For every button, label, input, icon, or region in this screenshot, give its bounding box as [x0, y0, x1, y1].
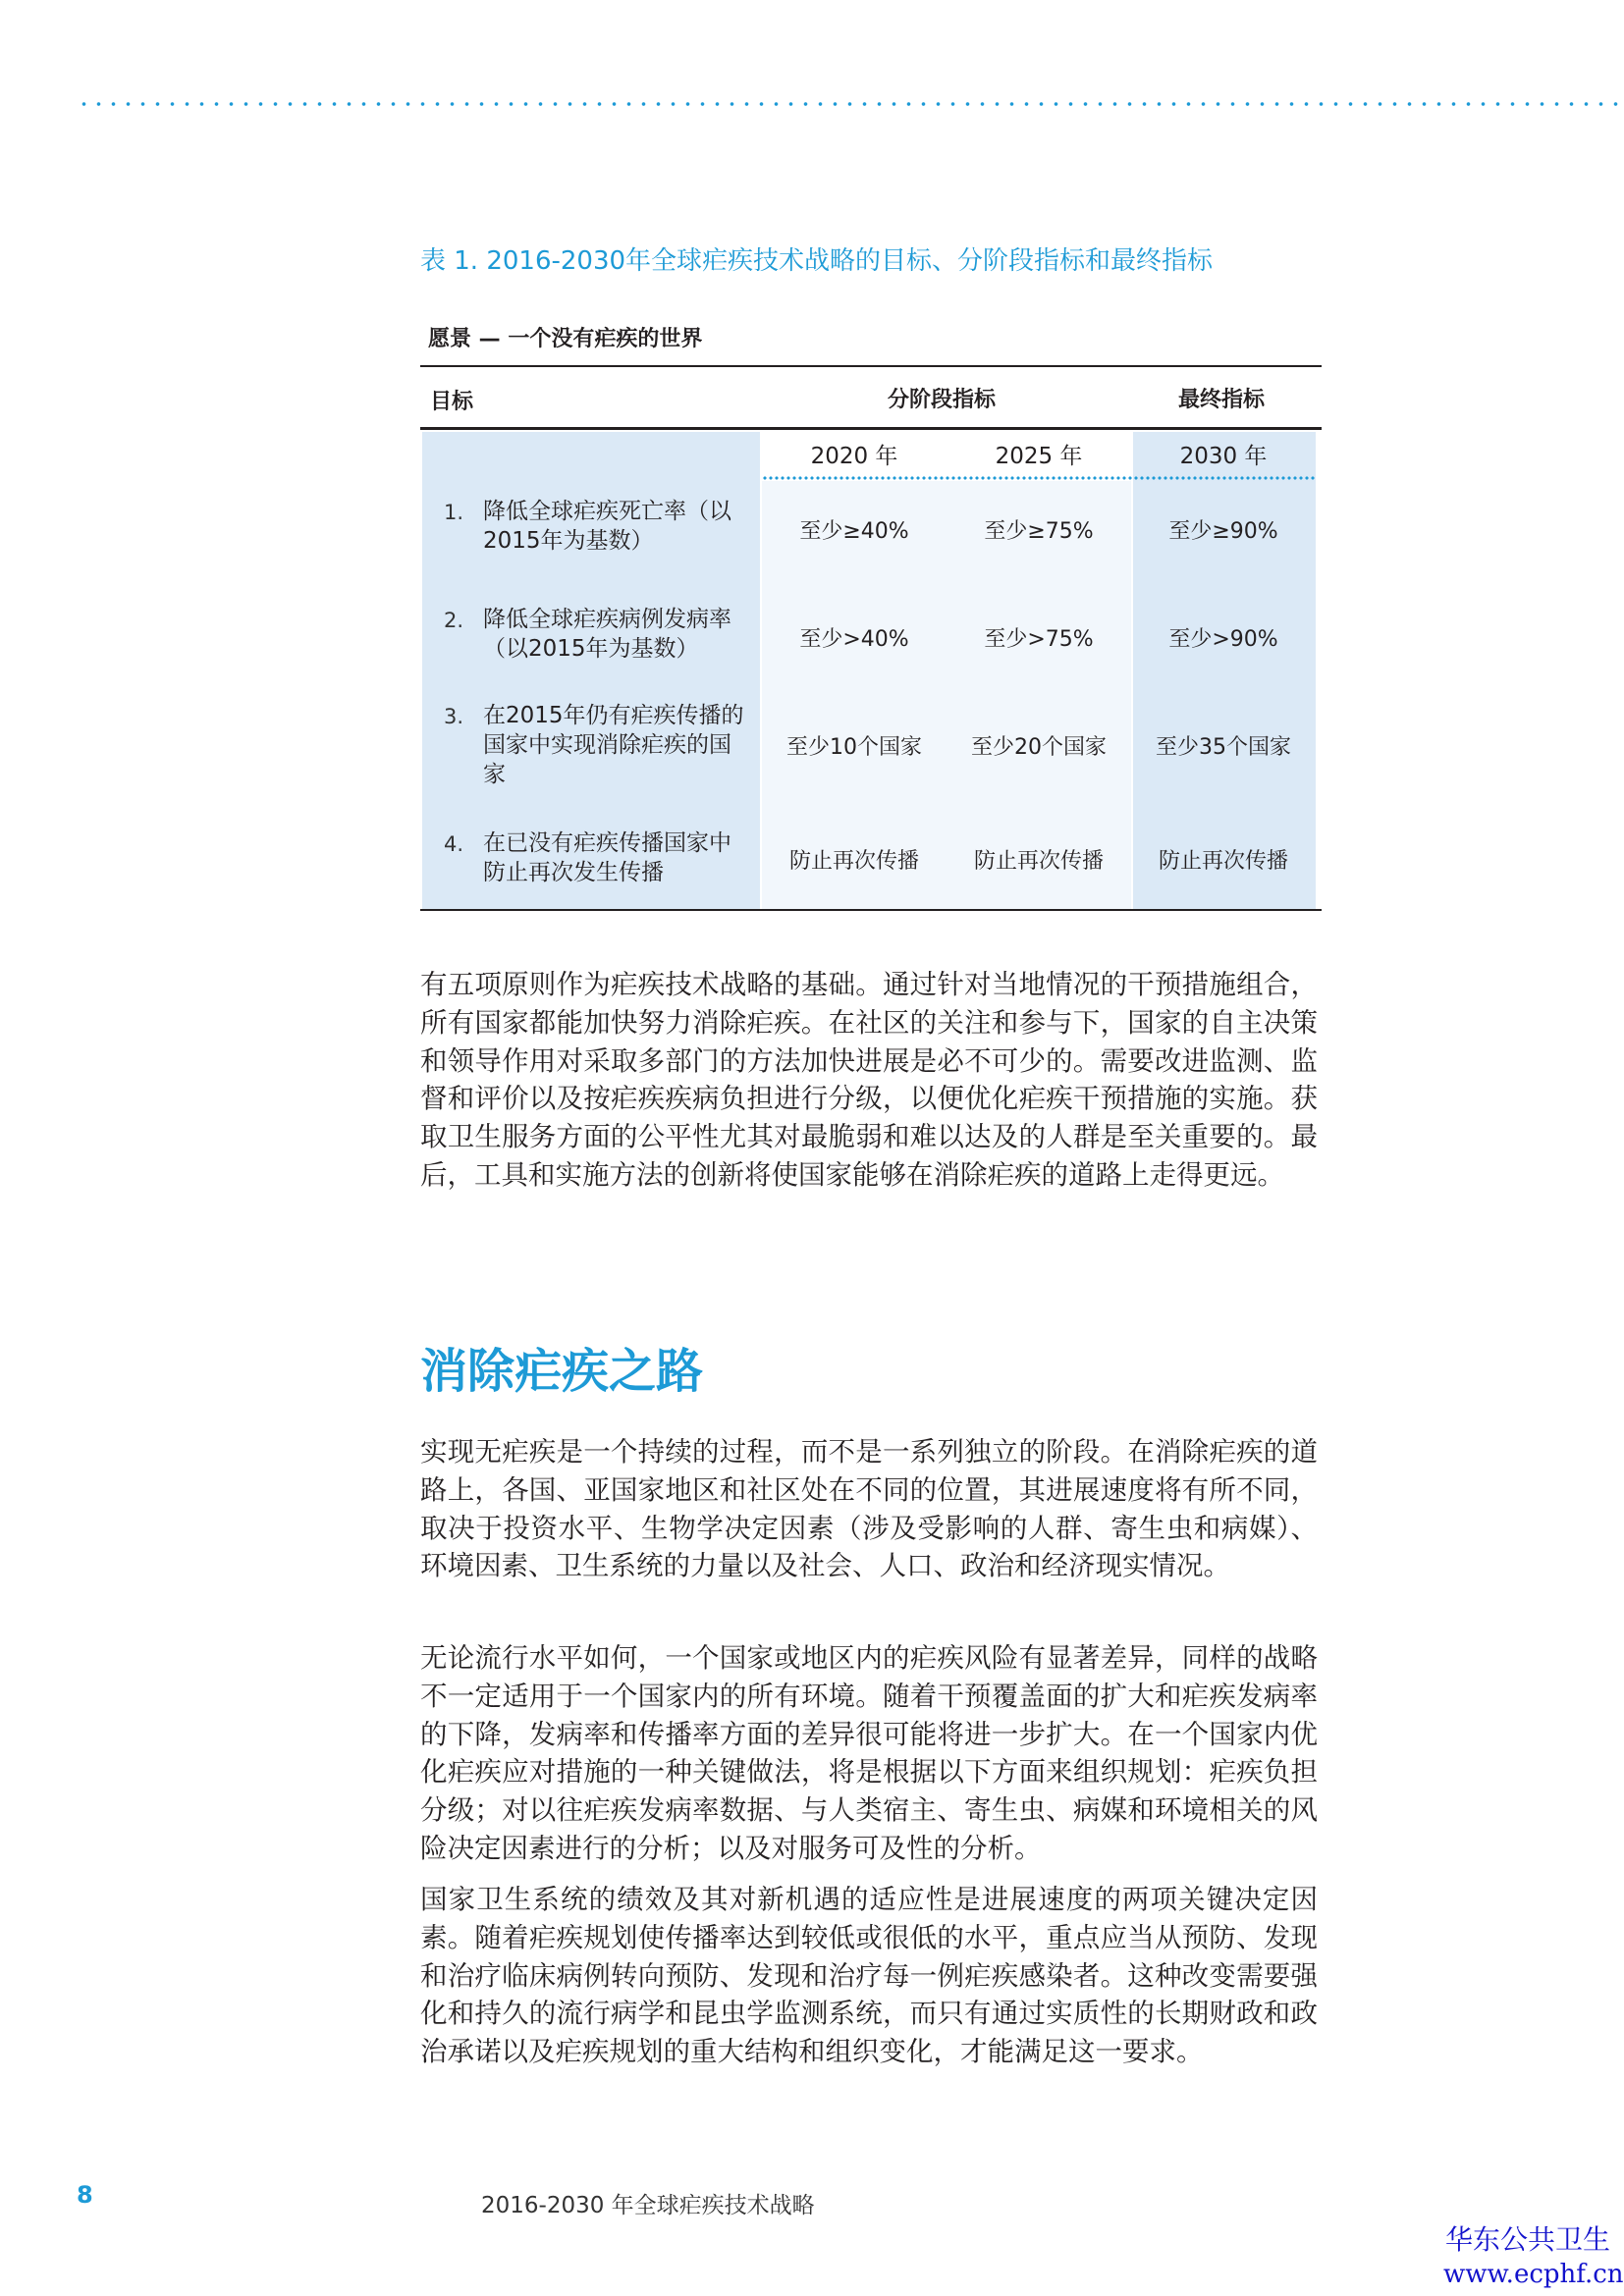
watermark-name: 华东公共卫生 — [1445, 2223, 1611, 2256]
body-paragraph: 实现无疟疾是一个持续的过程，而不是一系列独立的阶段。在消除疟疾的道路上，各国、亚国家地区和社区处在不同的位置，其进展速度将有所不同，取决于投资水平、生物学决定因素（涉及受影响的人群、寄生虫和病媒）、环境因素、卫生系统的力量以及社会、人口、政治和经济现实情况。 — [420, 1436, 1318, 1582]
row-number: 1. — [444, 501, 464, 524]
row-number: 3. — [444, 705, 464, 728]
header-year-2030: 2030 年 — [1179, 444, 1268, 469]
cell-2030: 至少35个国家 — [1156, 735, 1291, 760]
row-goal: 降低全球疟疾死亡率（以2015年为基数） — [483, 499, 731, 554]
header-targets: 最终指标 — [1178, 388, 1266, 412]
cell-2020: 至少>40% — [799, 627, 909, 652]
cell-2025: 至少≥75% — [984, 519, 1094, 544]
table-caption: 表 1. 2016-2030年全球疟疾技术战略的目标、分阶段指标和最终指标 — [420, 246, 1214, 276]
cell-2030: 至少>90% — [1168, 627, 1278, 652]
row-number: 2. — [444, 609, 464, 632]
header-year-2020: 2020 年 — [810, 444, 898, 469]
section-title: 消除疟疾之路 — [420, 1344, 704, 1399]
intro-paragraph: 有五项原则作为疟疾技术战略的基础。通过针对当地情况的干预措施组合，所有国家都能加快努力消除疟疾。在社区的关注和参与下，国家的自主决策和领导作用对采取多部门的方法加快进展是必不可少的。需要改进监测、监督和评价以及按疟疾疾病负担进行分级，以便优化疟疾干预措施的实施。获取卫生服务方面的公平性尤其对最脆弱和难以达及的人群是至关重要的。最后，工具和实施方法的创新将使国家能够在消除疟疾的道路上走得更远。 — [420, 969, 1318, 1191]
header-goal: 目标 — [430, 390, 474, 414]
table-bottom-rule — [420, 909, 1322, 911]
row-number: 4. — [444, 832, 464, 856]
cell-2020: 防止再次传播 — [788, 849, 919, 874]
cell-2030: 至少≥90% — [1168, 519, 1278, 544]
row-goal: 在已没有疟疾传播国家中防止再次发生传播 — [483, 830, 731, 885]
body-paragraph: 国家卫生系统的绩效及其对新机遇的适应性是进展速度的两项关键决定因素。随着疟疾规划使传播率达到较低或很低的水平，重点应当从预防、发现和治疗临床病例转向预防、发现和治疗每一例疟疾感染者。这种改变需要强化和持久的流行病学和昆虫学监测系统，而只有通过实质性的长期财政和政治承诺以及疟疾规划的重大结构和组织变化，才能满足这一要求。 — [420, 1884, 1318, 2068]
cell-2025: 至少20个国家 — [971, 735, 1107, 760]
watermark-url: www.ecphf.cn — [1443, 2260, 1624, 2289]
row-goal: 降低全球疟疾病例发病率（以2015年为基数） — [483, 607, 731, 662]
table-header-rule — [420, 427, 1322, 430]
cell-2020: 至少≥40% — [799, 519, 909, 544]
cell-2025: 防止再次传播 — [973, 849, 1104, 874]
row-goal: 在2015年仍有疟疾传播的国家中实现消除疟疾的国家 — [483, 703, 744, 787]
target-column-shade — [1133, 432, 1316, 909]
footer-title: 2016-2030 年全球疟疾技术战略 — [481, 2193, 815, 2218]
cell-2025: 至少>75% — [984, 627, 1094, 652]
cell-2030: 防止再次传播 — [1158, 849, 1288, 874]
page-number: 8 — [77, 2181, 93, 2209]
body-paragraph: 无论流行水平如何，一个国家或地区内的疟疾风险有显著差异，同样的战略不一定适用于一个国家内的所有环境。随着干预覆盖面的扩大和疟疾发病率的下降，发病率和传播率方面的差异很可能将进一步扩大。在一个国家内优化疟疾应对措施的一种关键做法，将是根据以下方面来组织规划：疟疾负担分级；对以往疟疾发病率数据、与人类宿主、寄生虫、病媒和环境相关的风险决定因素进行的分析；以及对服务可及性的分析。 — [420, 1642, 1318, 1864]
year-header-dotted-rule — [762, 476, 1316, 480]
header-year-2025: 2025 年 — [995, 444, 1083, 469]
vision-label: 愿景 — 一个没有疟疾的世界 — [428, 327, 703, 351]
table-top-rule — [420, 365, 1322, 367]
cell-2020: 至少10个国家 — [786, 735, 922, 760]
header-milestones: 分阶段指标 — [888, 388, 997, 412]
top-dotted-border — [77, 102, 1624, 106]
